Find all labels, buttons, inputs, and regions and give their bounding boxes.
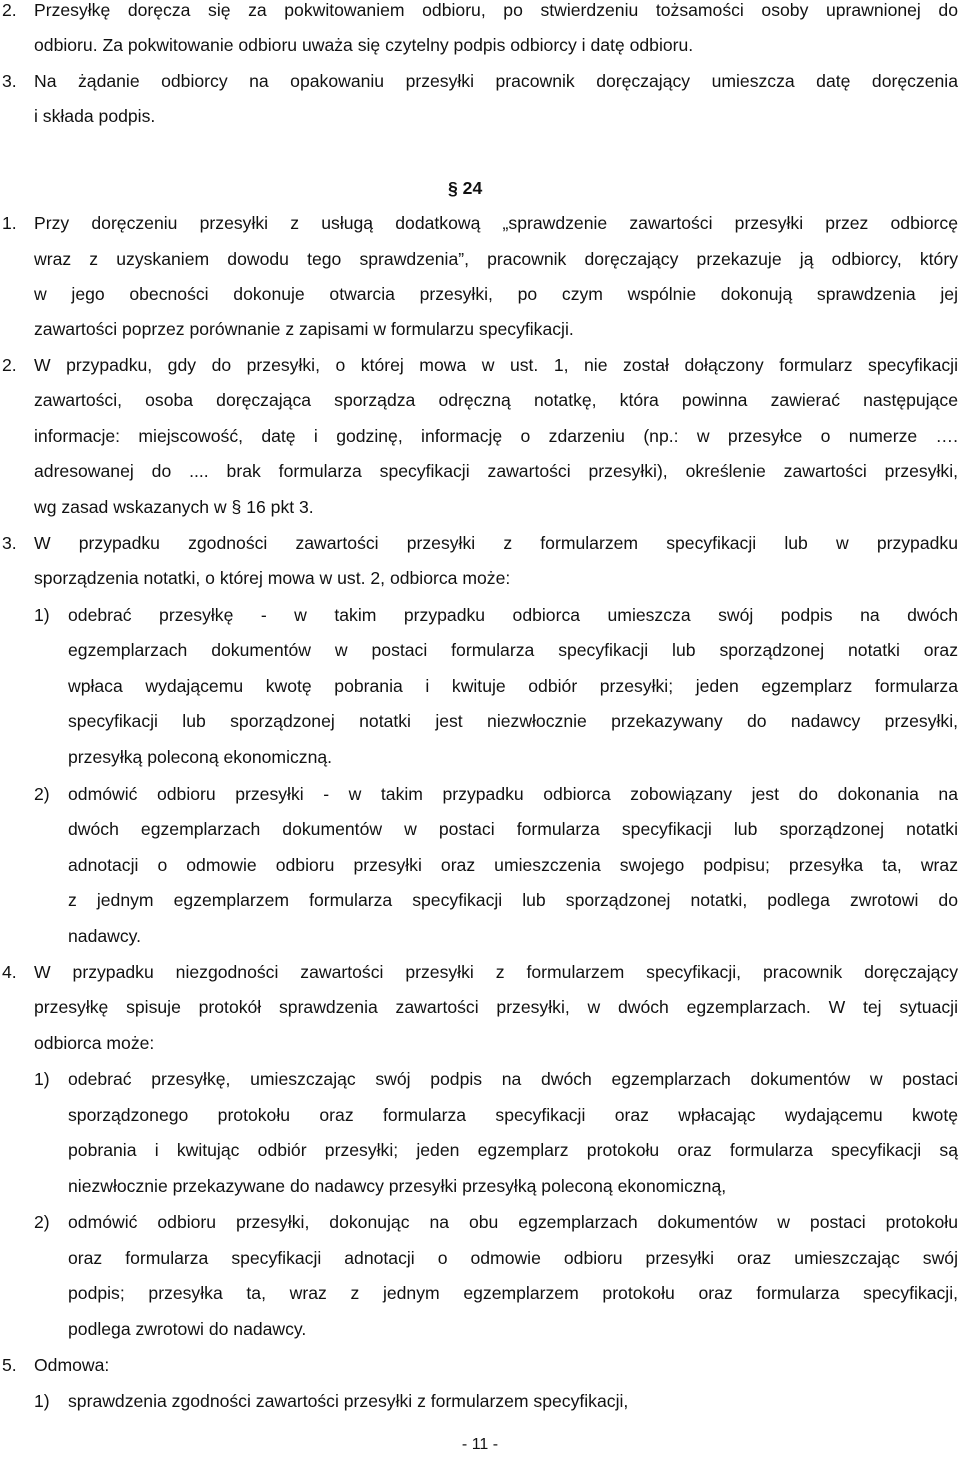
- text-line: Odmowa:: [34, 1355, 110, 1375]
- item-number: 1.: [2, 213, 17, 233]
- text-line: odebrać przesyłkę - w takim przypadku odbiorca umieszcza swój podpis na dwóch: [68, 605, 958, 625]
- text-line: wpłaca wydającemu kwotę pobrania i kwituje odbiór przesyłki; jeden egzemplarz formularza: [68, 676, 958, 696]
- text-line: Na żądanie odbiorcy na opakowaniu przesyłki pracownik doręczający umieszcza datę doręczenia: [34, 71, 958, 91]
- item-number: 4.: [2, 962, 17, 982]
- text-line: sporządzonego protokołu oraz formularza specyfikacji oraz wpłacając wydającemu kwotę: [68, 1105, 958, 1125]
- page-number: - 11 -: [461, 1436, 499, 1453]
- text-line: z jednym egzemplarzem formularza specyfikacji lub sporządzonej notatki, podlega zwrotowi do: [68, 890, 958, 910]
- text-line: informacje: miejscowość, datę i godzinę, informację o zdarzeniu (np.: w przesyłce o numerze ….: [34, 426, 958, 446]
- text-line: pobrania i kwitując odbiór przesyłki; jeden egzemplarz protokołu oraz formularza specyfikacji są: [68, 1140, 958, 1160]
- text-line: w jego obecności dokonuje otwarcia przesyłki, po czym wspólnie dokonują sprawdzenia jej: [34, 284, 958, 304]
- item-number: 2.: [2, 0, 17, 20]
- sub-item-number: 2): [34, 1212, 50, 1232]
- text-line: podpis; przesyłka ta, wraz z jednym egzemplarzem protokołu oraz formularza specyfikacji,: [68, 1283, 958, 1303]
- text-line: niezwłocznie przekazywane do nadawcy przesyłki przesyłką poleconą ekonomiczną,: [68, 1176, 727, 1196]
- item-number: 5.: [2, 1355, 17, 1375]
- text-line: W przypadku zgodności zawartości przesyłki z formularzem specyfikacji lub w przypadku: [34, 533, 958, 553]
- text-line: odbioru. Za pokwitowanie odbioru uważa się czytelny podpis odbiorcy i datę odbioru.: [34, 35, 694, 55]
- text-line: egzemplarzach dokumentów w postaci formularza specyfikacji lub sporządzonej notatki oraz: [68, 640, 958, 660]
- text-line: wg zasad wskazanych w § 16 pkt 3.: [34, 497, 314, 517]
- sub-item-number: 2): [34, 784, 50, 804]
- text-line: przesyłką poleconą ekonomiczną.: [68, 747, 333, 767]
- text-line: przesyłkę spisuje protokół sprawdzenia zawartości przesyłki, w dwóch egzemplarzach. W tej sytuacji: [34, 997, 958, 1017]
- text-line: specyfikacji lub sporządzonej notatki jest niezwłocznie przekazywany do nadawcy przesyłki,: [68, 711, 958, 731]
- text-line: sprawdzenia zgodności zawartości przesyłki z formularzem specyfikacji,: [68, 1391, 629, 1411]
- text-line: adnotacji o odmowie odbioru przesyłki oraz umieszczenia swojego podpisu; przesyłka ta, wraz: [68, 855, 958, 875]
- text-line: nadawcy.: [68, 926, 142, 946]
- text-line: wraz z uzyskaniem dowodu tego sprawdzenia”, pracownik doręczający przekazuje ją odbiorcy, który: [34, 249, 958, 269]
- text-line: W przypadku niezgodności zawartości przesyłki z formularzem specyfikacji, pracownik doręczający: [34, 962, 958, 982]
- sub-item-number: 1): [34, 605, 50, 625]
- text-line: zawartości poprzez porównanie z zapisami w formularzu specyfikacji.: [34, 319, 574, 339]
- text-line: oraz formularza specyfikacji adnotacji o odmowie odbioru przesyłki oraz umieszczając swój: [68, 1248, 958, 1268]
- text-line: dwóch egzemplarzach dokumentów w postaci formularza specyfikacji lub sporządzonej notatki: [68, 819, 958, 839]
- sub-item-number: 1): [34, 1069, 50, 1089]
- text-line: Przy doręczeniu przesyłki z usługą dodatkową „sprawdzenie zawartości przesyłki przez odbiorcę: [34, 213, 958, 233]
- item-number: 3.: [2, 71, 17, 91]
- section-heading: § 24: [448, 178, 483, 198]
- text-line: odbiorca może:: [34, 1033, 155, 1053]
- text-line: odebrać przesyłkę, umieszczając swój podpis na dwóch egzemplarzach dokumentów w postaci: [68, 1069, 958, 1089]
- text-line: podlega zwrotowi do nadawcy.: [68, 1319, 307, 1339]
- item-number: 3.: [2, 533, 17, 553]
- text-line: zawartości, osoba doręczająca sporządza odręczną notatkę, która powinna zawierać następujące: [34, 390, 958, 410]
- text-line: odmówić odbioru przesyłki, dokonując na obu egzemplarzach dokumentów w postaci protokołu: [68, 1212, 958, 1232]
- sub-item-number: 1): [34, 1391, 50, 1411]
- text-line: i składa podpis.: [34, 106, 156, 126]
- text-line: W przypadku, gdy do przesyłki, o której mowa w ust. 1, nie został dołączony formularz specyfikacji: [34, 355, 958, 375]
- text-line: Przesyłkę doręcza się za pokwitowaniem odbioru, po stwierdzeniu tożsamości osoby uprawnionej do: [34, 0, 958, 20]
- item-number: 2.: [2, 355, 17, 375]
- text-line: odmówić odbioru przesyłki - w takim przypadku odbiorca zobowiązany jest do dokonania na: [68, 784, 958, 804]
- text-line: sporządzenia notatki, o której mowa w ust. 2, odbiorca może:: [34, 568, 511, 588]
- text-line: adresowanej do .... brak formularza specyfikacji zawartości przesyłki), określenie zawartości przesyłki,: [34, 461, 958, 481]
